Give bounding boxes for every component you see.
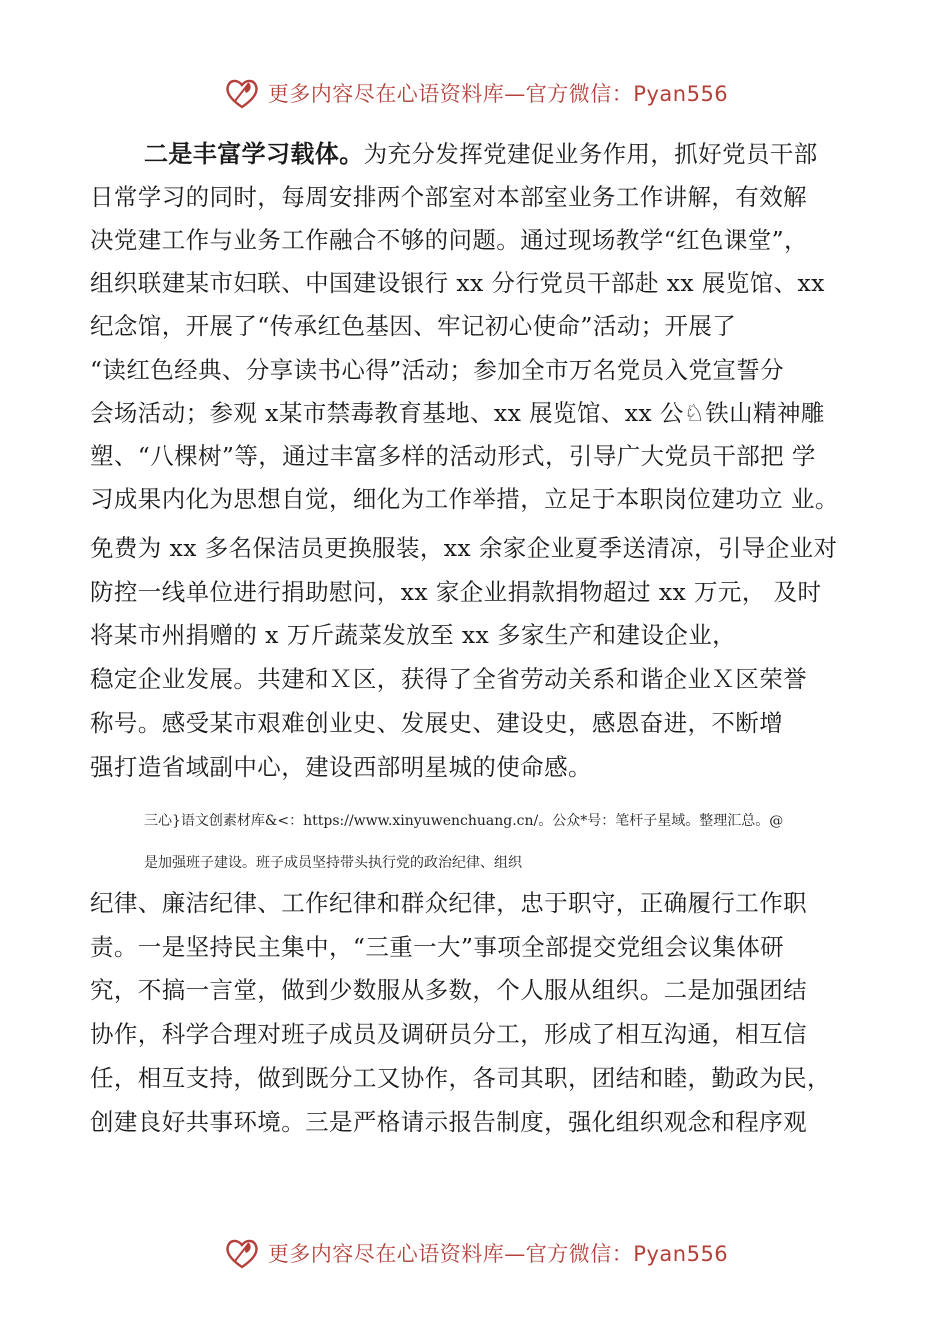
paragraph-line: 将某市州捐赠的 x 万斤蔬菜发放至 xx 多家生产和建设企业， [90,621,737,649]
header-banner [0,68,950,118]
paragraph-line: 习成果内化为思想自觉，细化为工作举措，立足于本职岗位建功立 业。 [90,485,839,513]
paragraph-line: 决党建工作与业务工作融合不够的问题。通过现场教学“红色课堂”， [90,226,808,254]
paragraph-text: 为充分发挥党建促业务作用，抓好党员干部 [363,140,818,168]
paragraph-line: 责。一是坚持民主集中，“三重一大”事项全部提交党组会议集体研 [90,933,785,961]
paragraph-line: 纪律、廉洁纪律、工作纪律和群众纪律，忠于职守，正确履行工作职 [90,889,807,917]
source-note: 三心}语文创素材库&<：https://www.xinyuwenchuang.cn/。公众*号：笔杆子星域。整理汇总。@ [144,813,784,829]
paragraph-line: 创建良好共事环境。三是严格请示报告制度，强化组织观念和程序观 [90,1108,807,1136]
paragraph-line: 日常学习的同时，每周安排两个部室对本部室业务工作讲解，有效解 [90,183,807,211]
paragraph-line: 称号。感受某市艰难创业史、发展史、建设史，感恩奋进，不断增 [90,709,784,737]
paragraph-lead: 二是丰富学习载体。 [144,140,364,168]
paragraph-line: 组织联建某市妇联、中国建设银行 xx 分行党员干部赴 xx 展览馆、xx [90,269,825,297]
paragraph-line: “读红色经典、分享读书心得”活动；参加全市万名党员入党宣誓分 [90,356,785,384]
paragraph-line: 任，相互支持，做到既分工又协作，各司其职，团结和睦，勤政为民， [90,1064,831,1092]
heart-feather-logo-icon [222,1233,262,1273]
paragraph-line: 塑、“八棵树”等，通过丰富多样的活动形式，引导广大党员干部把 学 [90,442,816,470]
heart-feather-logo-icon [222,73,262,113]
paragraph-line: 协作，科学合理对班子成员及调研员分工，形成了相互沟通，相互信 [90,1020,807,1048]
paragraph-line: 防控一线单位进行捐助慰问，xx 家企业捐款捐物超过 xx 万元， 及时 [90,578,822,606]
banner-text: 更多内容尽在心语资料库—官方微信：Pyan556 [267,1242,729,1266]
paragraph-line: 会场活动；参观 x某市禁毒教育基地、xx 展览馆、xx 公♘铁山精神雕 [90,399,825,427]
paragraph-line [144,139,818,169]
paragraph-line: 究，不搞一言堂，做到少数服从多数，个人服从组织。二是加强团结 [90,976,807,1004]
paragraph-line: 稳定企业发展。共建和Ｘ区，获得了全省劳动关系和谐企业Ｘ区荣誉 [90,665,807,693]
paragraph-line: 纪念馆，开展了“传承红色基因、牢记初心使命”活动；开展了 [90,312,737,340]
heading-note: 是加强班子建设。班子成员坚持带头执行党的政治纪律、组织 [144,855,522,871]
banner-text: 更多内容尽在心语资料库—官方微信：Pyan556 [267,82,729,106]
paragraph-line: 免费为 xx 多名保洁员更换服装，xx 余家企业夏季送清凉，引导企业对 [90,534,838,562]
paragraph-line: 强打造省域副中心，建设西部明星城的使命感。 [90,753,592,781]
footer-banner [0,1228,950,1278]
